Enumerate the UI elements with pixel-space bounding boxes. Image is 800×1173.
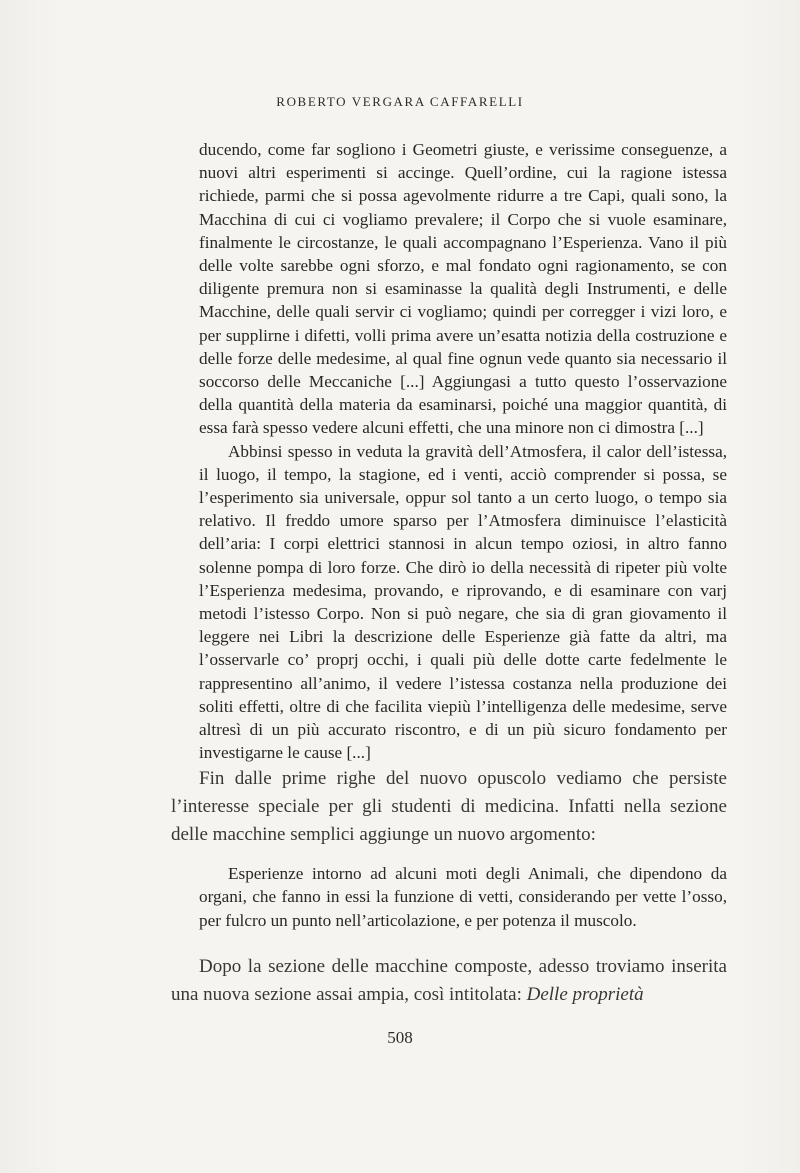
quote-1-paragraph-1: ducendo, come far sogliono i Geometri giuste, e verissime conseguenze, a nuovi altri esperimenti si accinge. Quell’ordine, cui la ragione istessa richiede, parmi che si possa agevolmente ridurre a tre Capi, quali sono, la Macchina di cui ci vogliamo prevalere; il Corpo che si vuole esaminare, finalmente le circostanze, le quali accompagnano l’Esperienza. Vano il più delle volte sarebbe ogni sforzo, e mal fondato ogni ragionamento, se con diligente premura non si esaminasse la qualità degli Instrumenti, e delle Macchine, delle quali servir ci vogliamo; quindi per corregger i vizi loro, e per supplirne i difetti, volli prima avere un’esatta notizia della costruzione e delle forze delle medesime, al qual fine ognun vede quanto sia necessario il soccorso delle Meccaniche [...] Aggiungasi a tutto questo l’osservazione della quantità della materia da esaminarsi, poiché una maggior quantità, di essa farà spesso vedere alcuni effetti, che una minore non ci dimostra [...] [199,140,727,438]
running-header: ROBERTO VERGARA CAFFARELLI [276,94,524,109]
page-number: 508 [387,1028,413,1047]
block-quote-1 [199,138,727,764]
body-paragraph-2-text: Dopo la sezione delle macchine composte, adesso troviamo inserita una nuova sezione assai ampia, così intitolata: [171,956,727,1005]
body-paragraph-1: Fin dalle prime righe del nuovo opuscolo vediamo che persiste l’interesse speciale per gli studenti di medicina. Infatti nella sezione delle macchine semplici aggiunge un nuovo argomento: [171,768,727,845]
body-paragraph-2-italic-title: Delle proprietà [526,983,644,1005]
body-paragraph-2 [171,953,727,1009]
quote-1-paragraph-2: Abbinsi spesso in veduta la gravità dell’Atmosfera, il calor dell’istessa, il luogo, il tempo, la stagione, ed i venti, acciò comprender si possa, se l’esperimento sia universale, oppur sol tanto a un certo luogo, o tempo sia relativo. Il freddo umore sparso per l’Atmosfera diminuisce l’elasticità dell’aria: I corpi elettrici stannosi in alcun tempo oziosi, in altro fanno solenne pompa di loro forze. Che dirò io della necessità di ripeter più volte l’Esperienza medesima, provando, e riprovando, e di esaminare con varj metodi l’istesso Corpo. Non si può negare, che sia di gran giovamento il leggere nei Libri la descrizione delle Esperienze già fatte da altri, ma l’osservarle co’ proprj occhi, i quali più delle dotte carte fedelmente le rappresentino all’animo, il vedere l’istessa costanza nella produzione dei soliti effetti, oltre di che facilita viepiù l’intelligenza delle medesime, serve altresì di un più accurato riscontro, e di un più sicuro fondamento per investigarne le cause [...] [199,441,727,763]
block-quote-2 [199,862,727,932]
quote-2-text: Esperienze intorno ad alcuni moti degli Animali, che dipendono da organi, che fanno in essi la funzione di vetti, considerando per vette l’osso, per fulcro un punto nell’articolazione, e per potenza il muscolo. [199,864,727,930]
